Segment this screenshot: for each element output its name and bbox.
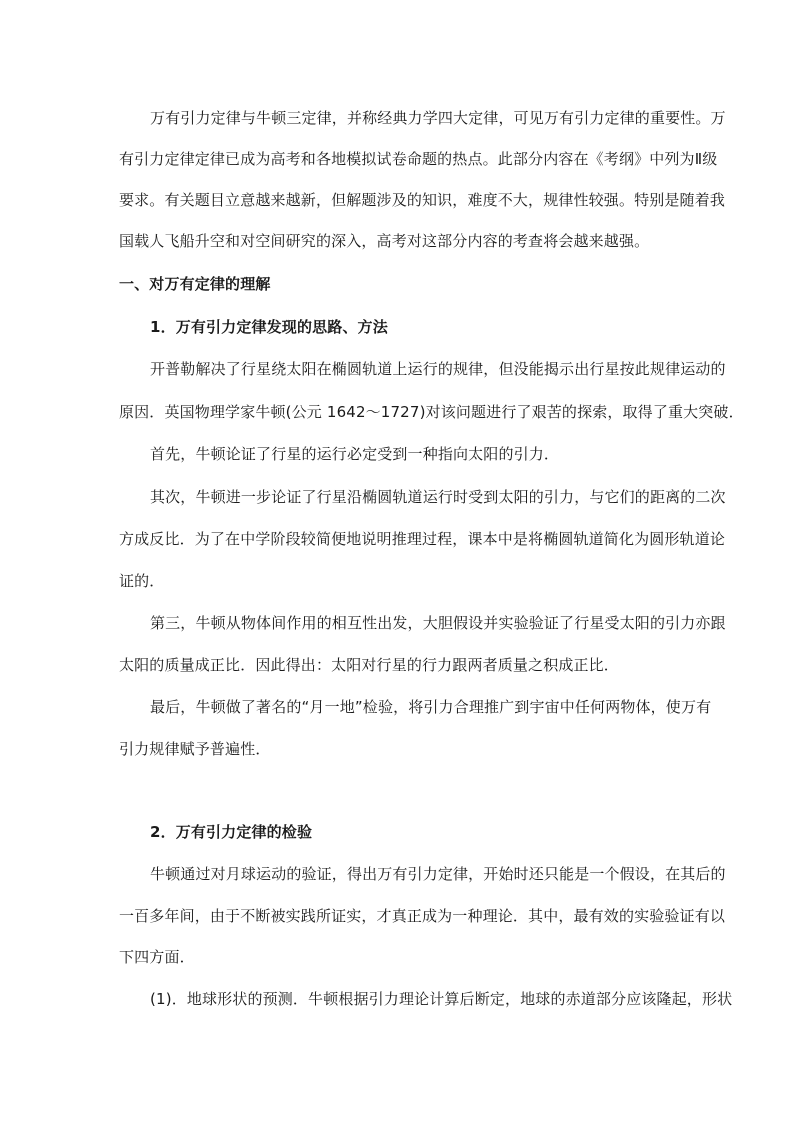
section-heading: 一、对万有定律的理解 [119,275,271,293]
paragraph-line: 一百多年间，由于不断被实践所证实，才真正成为一种理论．其中，最有效的实验验证有以 [119,907,726,925]
paragraph-line: 下四方面． [119,948,195,966]
paragraph-line: 牛顿通过对月球运动的验证，得出万有引力定律，开始时还只能是一个假设，在其后的 [150,865,726,883]
paragraph-line: 原因．英国物理学家牛顿(公元 1642～1727)对该问题进行了艰苦的探索，取得了重大突破． [119,403,744,421]
paragraph-line: 方成反比．为了在中学阶段较简便地说明推理过程，课本中是将椭圆轨道简化为圆形轨道论 [119,530,726,548]
paragraph-line: 第三，牛顿从物体间作用的相互性出发，大胆假设并实验验证了行星受太阳的引力亦跟 [150,614,726,632]
paragraph-line: 证的． [119,572,165,590]
intro-line-3: 要求。有关题目立意越来越新，但解题涉及的知识，难度不大，规律性较强。特别是随着我 [119,191,726,209]
paragraph-line: (1)．地球形状的预测．牛顿根据引力理论计算后断定，地球的赤道部分应该隆起，形状 [150,990,733,1008]
paragraph-line: 最后，牛顿做了著名的“月一地”检验，将引力合理推广到宇宙中任何两物体，使万有 [150,698,712,716]
subheading-verification: 2．万有引力定律的检验 [150,823,313,841]
paragraph-line: 其次，牛顿进一步论证了行星沿椭圆轨道运行时受到太阳的引力，与它们的距离的二次 [150,488,726,506]
paragraph-line: 太阳的质量成正比．因此得出：太阳对行星的行力跟两者质量之积成正比． [119,656,619,674]
intro-line-2: 有引力定律定律已成为高考和各地模拟试卷命题的热点。此部分内容在《考纲》中列为Ⅱ级 [119,150,718,168]
intro-line-1: 万有引力定律与牛顿三定律，并称经典力学四大定律，可见万有引力定律的重要性。万 [150,109,726,127]
intro-line-4: 国载人飞船升空和对空间研究的深入，高考对这部分内容的考查将会越来越强。 [119,232,650,250]
subheading-discovery: 1．万有引力定律发现的思路、方法 [150,318,388,336]
paragraph-line: 开普勒解决了行星绕太阳在椭圆轨道上运行的规律，但没能揭示出行星按此规律运动的 [150,360,726,378]
paragraph-line: 引力规律赋予普遍性． [119,740,271,758]
paragraph-line: 首先，牛顿论证了行星的运行必定受到一种指向太阳的引力． [150,445,560,463]
